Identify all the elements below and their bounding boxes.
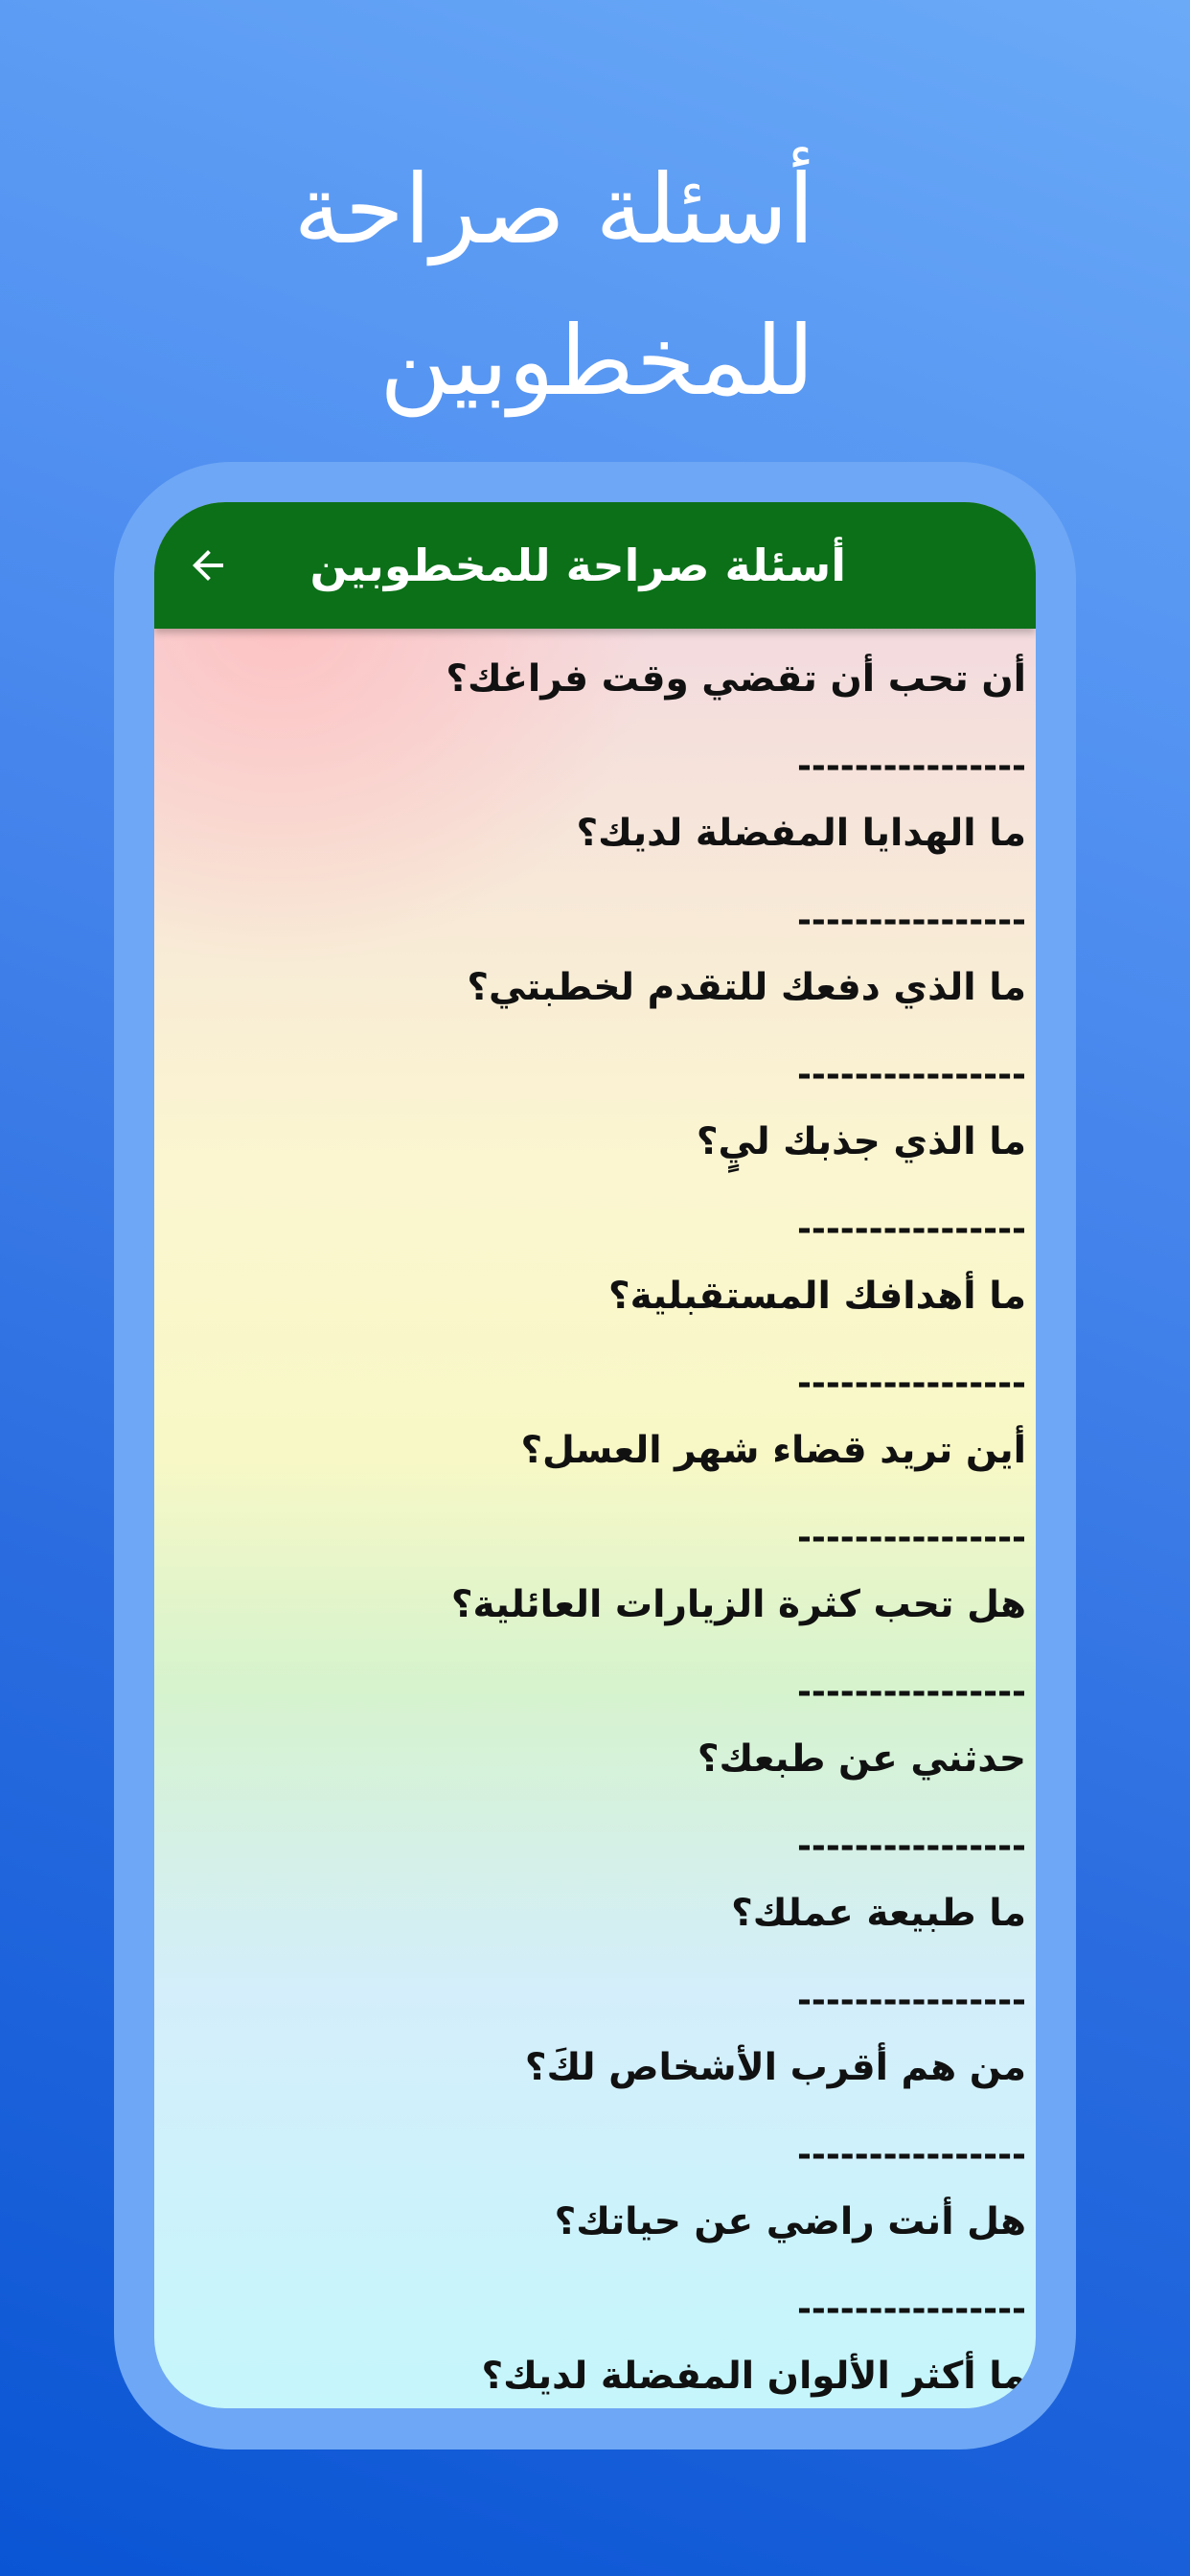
back-button[interactable] <box>164 521 252 610</box>
list-item <box>183 805 1026 959</box>
separator: ---------------- <box>796 747 1026 786</box>
arrow-left-icon <box>185 542 231 588</box>
list-item <box>183 959 1026 1114</box>
question-text: أن تحب أن تقضي وقت فراغك؟ <box>446 657 1026 701</box>
separator: ---------------- <box>796 2135 1026 2174</box>
list-item <box>183 1422 1026 1576</box>
separator: ---------------- <box>796 2289 1026 2329</box>
question-text: ما طبيعة عملك؟ <box>731 1892 1026 1935</box>
separator: ---------------- <box>796 1827 1026 1866</box>
app-screen <box>154 502 1036 2408</box>
question-text: من هم أقرب الأشخاص لكَ؟ <box>524 2046 1026 2089</box>
separator: ---------------- <box>796 1364 1026 1403</box>
list-item <box>183 1885 1026 2039</box>
question-text: هل تحب كثرة الزيارات العائلية؟ <box>450 1583 1026 1626</box>
question-text: ما أكثر الألوان المفضلة لديك؟ <box>481 2355 1026 2398</box>
list-item <box>183 1114 1026 1268</box>
separator: ---------------- <box>796 1209 1026 1249</box>
separator: ---------------- <box>796 1672 1026 1712</box>
hero-title-line-2: للمخطوبين <box>379 305 814 417</box>
question-text: هل أنت راضي عن حياتك؟ <box>554 2200 1026 2243</box>
question-text: ما أهدافك المستقبلية؟ <box>608 1275 1026 1318</box>
separator: ---------------- <box>796 1055 1026 1094</box>
question-text: ما الهدايا المفضلة لديك؟ <box>576 812 1026 855</box>
hero-title-line-1: أسئلة صراحة <box>293 153 814 265</box>
questions-list <box>183 651 1026 2408</box>
separator: ---------------- <box>796 1981 1026 2020</box>
app-bar-title: أسئلة صراحة للمخطوبين <box>309 540 846 591</box>
list-item <box>183 2194 1026 2348</box>
question-text: حدثني عن طبعك؟ <box>697 1737 1026 1781</box>
question-text: ما الذي دفعك للتقدم لخطبتي؟ <box>467 966 1026 1009</box>
list-item <box>183 2348 1026 2408</box>
list-item <box>183 651 1026 805</box>
app-bar <box>154 502 1036 629</box>
separator: ---------------- <box>796 1518 1026 1557</box>
list-item <box>183 1731 1026 1885</box>
list-item <box>183 1576 1026 1731</box>
question-text: أين تريد قضاء شهر العسل؟ <box>520 1429 1026 1472</box>
separator: ---------------- <box>796 901 1026 940</box>
hero-title <box>0 134 1190 437</box>
list-item <box>183 1268 1026 1422</box>
questions-list-container[interactable] <box>154 629 1036 2408</box>
list-item <box>183 2039 1026 2194</box>
question-text: ما الذي جذبك ليٍ؟ <box>696 1120 1026 1163</box>
